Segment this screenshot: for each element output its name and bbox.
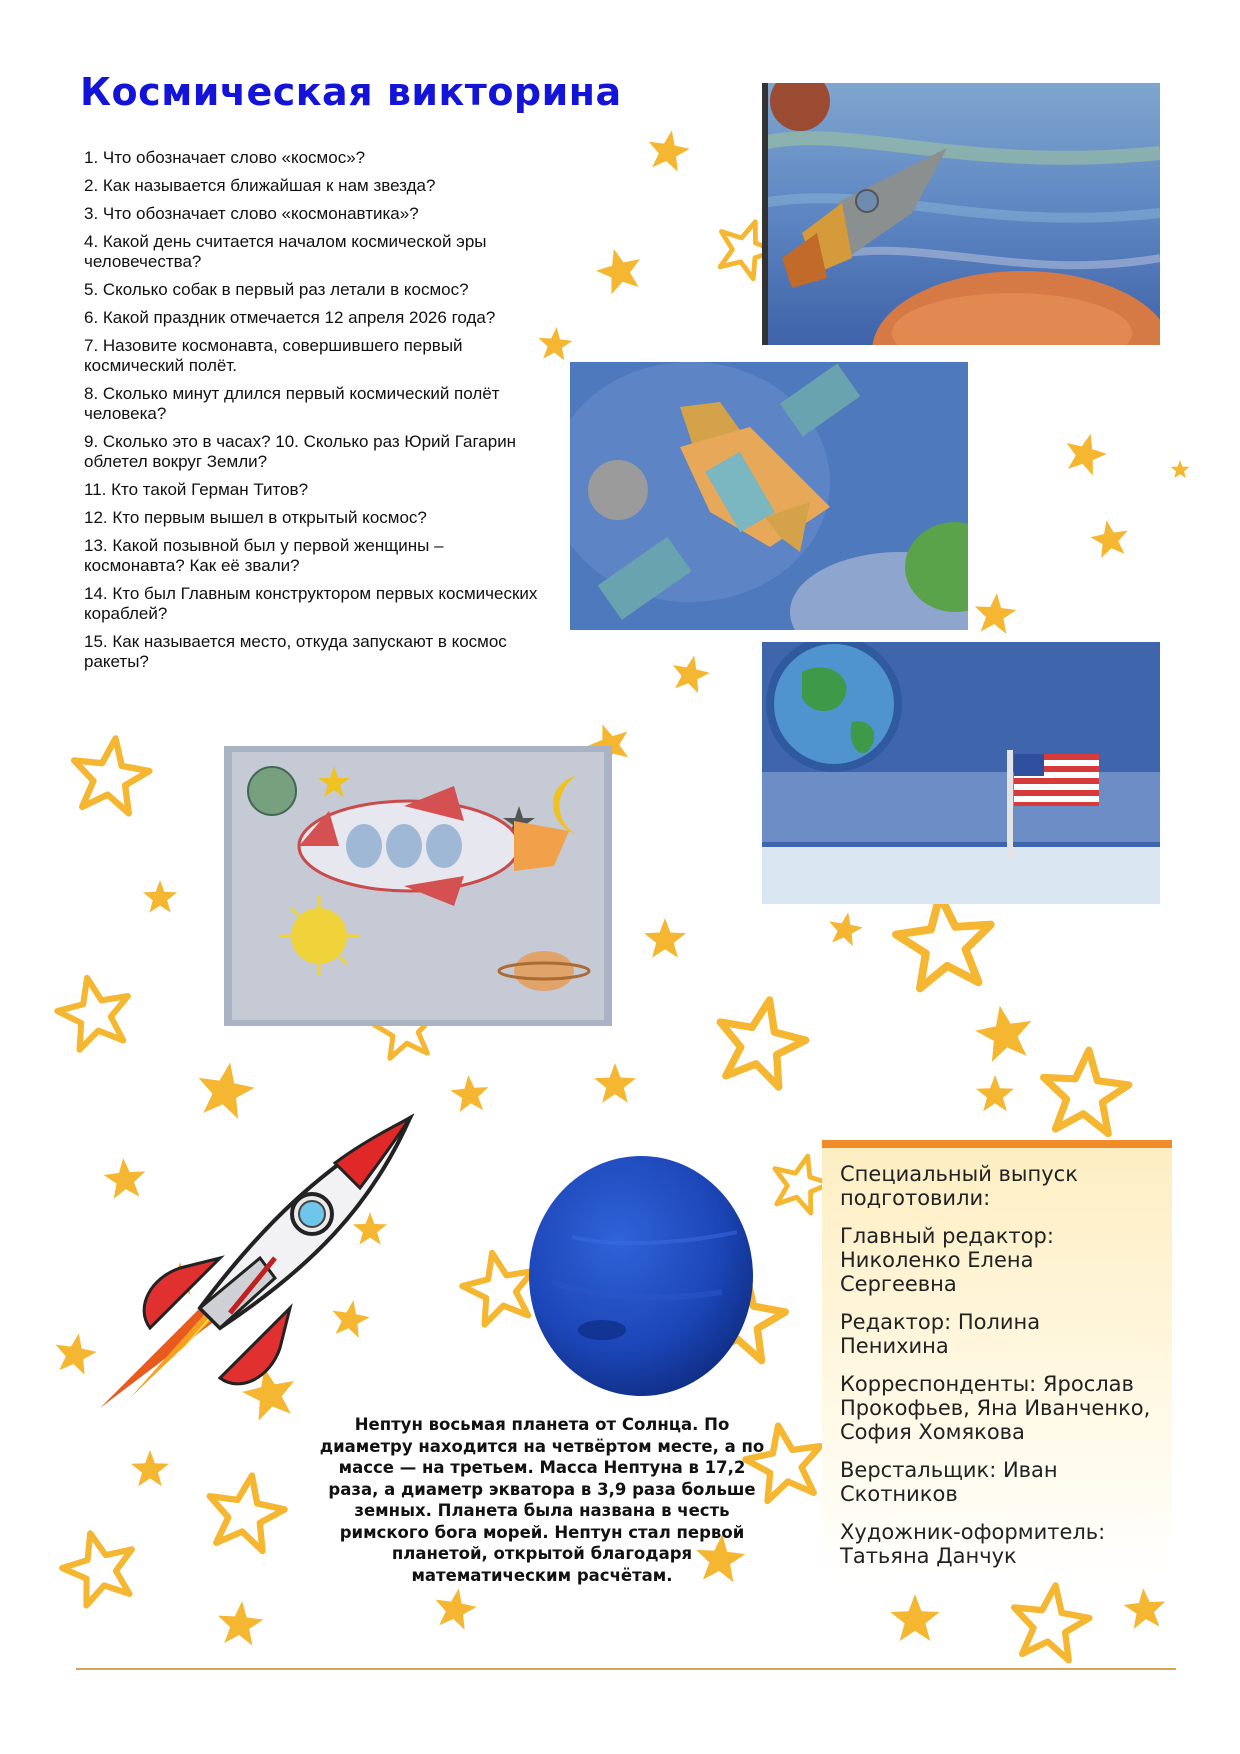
quiz-question: 14. Кто был Главным конструктором первых космических кораблей?: [84, 584, 538, 623]
star-decoration: [431, 1585, 479, 1631]
quiz-question: 9. Сколько это в часах? 10. Сколько раз Юрий Гагарин облетел вокруг Земли?: [84, 432, 517, 471]
star-decoration: [972, 1001, 1038, 1064]
star-decoration: [52, 970, 137, 1052]
star-decoration: [1171, 460, 1190, 478]
rocket-illustration: [80, 1108, 420, 1418]
quiz-question: 1. Что обозначает слово «космос»?: [84, 148, 366, 167]
quiz-question: 8. Сколько минут длился первый космический полёт человека?: [84, 384, 500, 423]
credits-artist: Художник-оформитель: Татьяна Данчук: [840, 1520, 1106, 1568]
star-decoration: [202, 1469, 289, 1553]
star-decoration: [668, 651, 713, 694]
star-decoration: [976, 1075, 1014, 1111]
star-decoration: [592, 243, 647, 297]
neptune-description: Нептун восьмая планета от Солнца. По диаметру находится на четвёртом месте, а по массе — на третьем. Масса Нептуна в 17,2 раза, а диаметр экватора в 3,9 раза больше земных. Планета была названа в честь римского бога морей. Нептун стал первой планетой, открытой благодаря математическим расчётам.: [319, 1415, 765, 1585]
star-decoration: [449, 1073, 490, 1112]
neptune-planet-image: [522, 1152, 760, 1400]
quiz-question: 7. Назовите космонавта, совершившего первый космический полёт.: [84, 336, 463, 375]
page-title: Космическая викторина: [80, 70, 622, 114]
quiz-question: 11. Кто такой Герман Титов?: [84, 480, 309, 499]
quiz-question: 5. Сколько собак в первый раз летали в космос?: [84, 280, 469, 299]
star-decoration: [216, 1599, 265, 1646]
star-decoration: [68, 733, 153, 815]
star-decoration: [1060, 428, 1111, 477]
star-decoration: [973, 591, 1018, 634]
star-decoration: [1088, 517, 1132, 559]
star-decoration: [594, 1063, 636, 1103]
drawing-rocket-planet: [762, 83, 1160, 345]
star-decoration: [644, 918, 686, 958]
quiz-question: 2. Как называется ближайшая к нам звезда?: [84, 176, 436, 195]
star-decoration: [143, 880, 177, 913]
quiz-question: 12. Кто первым вышел в открытый космос?: [84, 508, 427, 527]
credits-editor: Редактор: Полина Пенихина: [840, 1310, 1041, 1358]
star-decoration: [710, 991, 813, 1091]
quiz-question: 4. Какой день считается началом космической эры человечества?: [84, 232, 487, 271]
quiz-question: 3. Что обозначает слово «космонавтика»?: [84, 204, 419, 223]
quiz-list: [84, 148, 544, 680]
credits-box: [822, 1140, 1172, 1580]
credits-heading: Специальный выпуск подготовили:: [840, 1162, 1078, 1210]
star-decoration: [55, 1524, 143, 1609]
quiz-question: 6. Какой праздник отмечается 12 апреля 2026 года?: [84, 308, 496, 327]
credits-correspondents: Корреспонденты: Ярослав Прокофьев, Яна Иванченко, София Хомякова: [840, 1372, 1151, 1444]
quiz-question: 15. Как называется место, откуда запускают в космос ракеты?: [84, 632, 507, 671]
drawing-space-station: [570, 362, 968, 630]
star-decoration: [1039, 1046, 1131, 1135]
star-decoration: [131, 1450, 169, 1486]
star-decoration: [1008, 1580, 1093, 1662]
star-decoration: [892, 890, 996, 990]
credits-layout: Верстальщик: Иван Скотников: [840, 1458, 1058, 1506]
quiz-question: 13. Какой позывной был у первой женщины – космонавта? Как её звали?: [84, 536, 444, 575]
star-decoration: [826, 909, 865, 947]
credits-chief-editor: Главный редактор: Николенко Елена Сергеевна: [840, 1224, 1054, 1296]
star-decoration: [644, 127, 692, 173]
star-decoration: [890, 1594, 939, 1641]
bottom-divider: [76, 1668, 1176, 1670]
drawing-pencil-rocket: [224, 746, 612, 1026]
drawing-earth-flag: [762, 642, 1160, 904]
star-decoration: [1122, 1586, 1167, 1629]
